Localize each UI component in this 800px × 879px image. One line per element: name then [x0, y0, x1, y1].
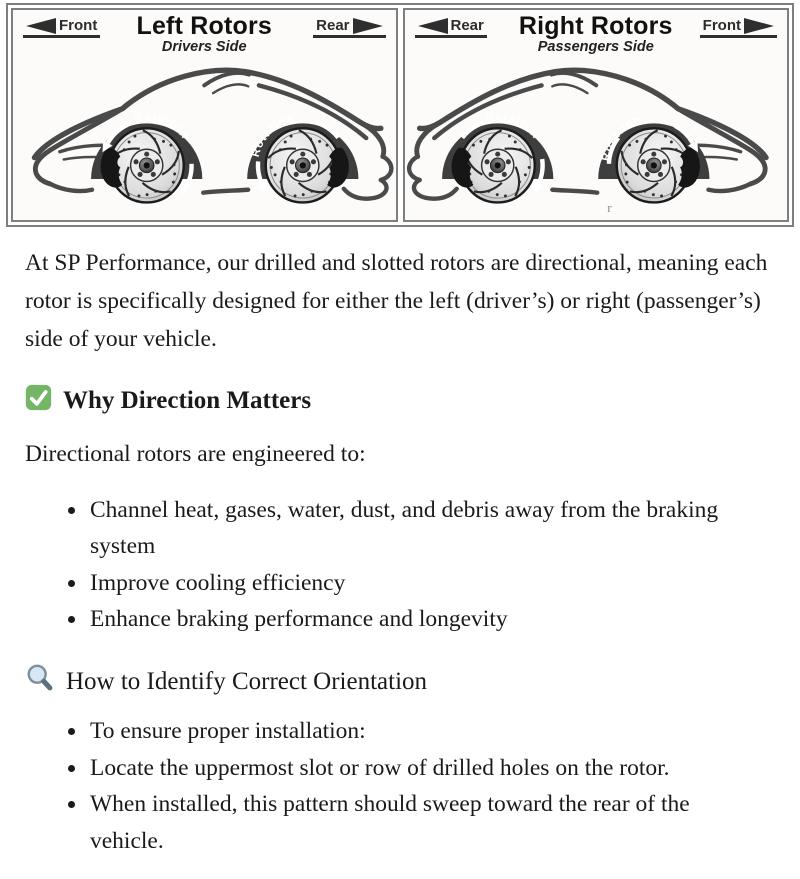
right-rotors-panel: [403, 8, 790, 222]
svg-text:Rotation: Rotation: [484, 111, 542, 142]
list-item: • Enhance braking performance and longevity: [88, 601, 740, 637]
stray-mark: r: [607, 200, 612, 215]
why-direction-matters-heading: [25, 384, 770, 418]
section-title: How to Identify Correct Orientation: [66, 667, 428, 695]
why-lead-text: Directional rotors are engineered to:: [25, 441, 366, 468]
rear-direction-label: [415, 17, 487, 38]
direction-text: Rear: [450, 17, 484, 34]
check-mark-icon: [25, 384, 52, 418]
front-direction-label: [700, 17, 777, 38]
identify-orientation-heading: [25, 663, 770, 700]
magnifier-icon: [25, 663, 55, 700]
panel-title: Right Rotors: [518, 12, 673, 40]
left-rotors-panel: [11, 8, 398, 222]
svg-text:Rotation: Rotation: [599, 113, 643, 163]
list-item: • When installed, this pattern should sweep toward the rear of the vehicle.: [88, 786, 740, 859]
list-item: • Locate the uppermost slot or row of drilled holes on the rotor.: [88, 750, 740, 786]
direction-text: Front: [59, 17, 98, 34]
section-title: Why Direction Matters: [63, 387, 312, 415]
svg-text:Rotation: Rotation: [133, 111, 191, 142]
arrow-left-icon: [418, 18, 448, 34]
direction-text: Front: [702, 17, 741, 34]
rear-direction-label: [313, 17, 385, 38]
left-panel-header: [13, 10, 396, 56]
panel-subtitle: Drivers Side: [161, 39, 247, 55]
direction-text: Rear: [316, 17, 350, 34]
rotor-direction-diagram: [6, 3, 794, 227]
panel-subtitle: Passengers Side: [537, 39, 654, 55]
panel-title: Left Rotors: [136, 12, 273, 40]
identify-bullet-list: [25, 713, 740, 859]
why-bullet-list: [25, 492, 740, 638]
list-item: • To ensure proper installation:: [88, 713, 740, 749]
front-direction-label: [23, 17, 100, 38]
list-item: • Channel heat, gases, water, dust, and debris away from the braking system: [88, 492, 740, 565]
intro-paragraph: At SP Performance, our drilled and slotted rotors are directional, meaning each rotor is specifically designed for either the left (driver’s) or right (passenger’s) side of your vehicle.: [25, 250, 768, 353]
right-car-illustration: [405, 58, 788, 220]
arrow-left-icon: [26, 18, 56, 34]
right-panel-header: [405, 10, 788, 56]
svg-text:Rotation: Rotation: [249, 112, 297, 159]
left-car-illustration: [13, 58, 396, 220]
article-body: [0, 244, 800, 879]
arrow-right-icon: [744, 18, 774, 34]
arrow-right-icon: [353, 18, 383, 34]
list-item: • Improve cooling efficiency: [88, 565, 740, 601]
